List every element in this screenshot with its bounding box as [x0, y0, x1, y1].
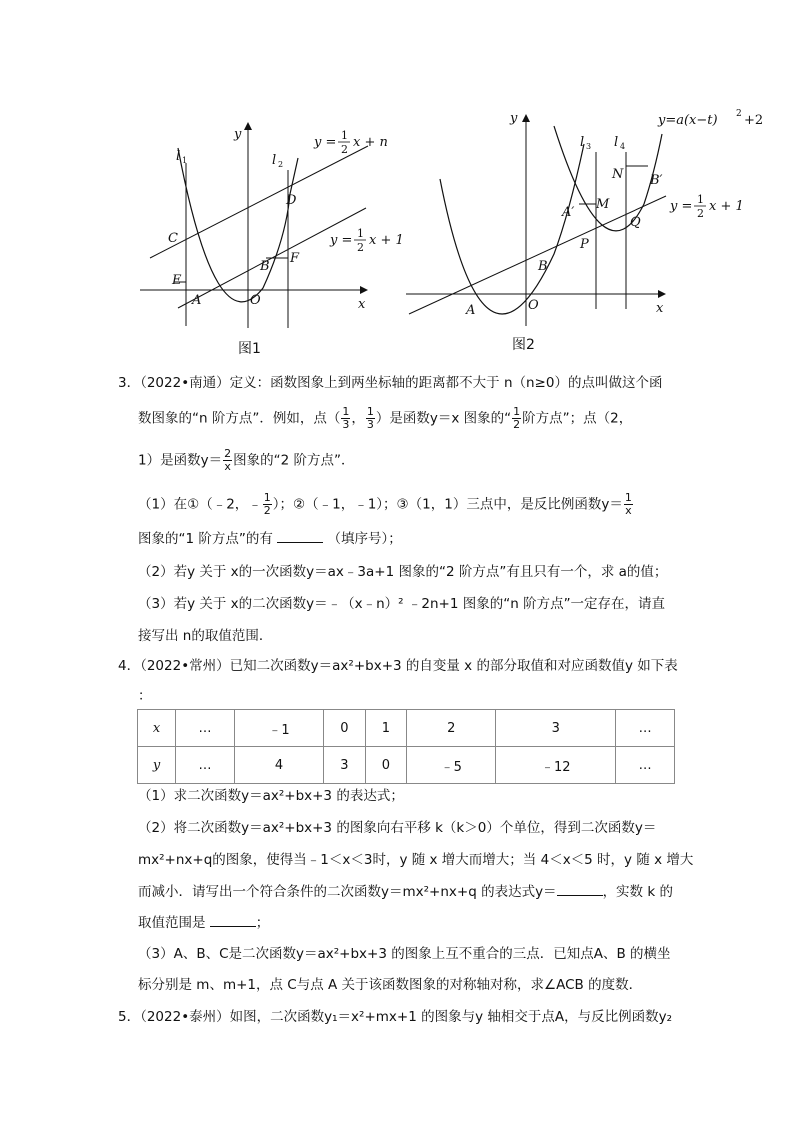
q3-part-1-line-2 [138, 529, 698, 549]
q4-cell-x-3: 0 [324, 710, 365, 747]
fig1-label-E: E [172, 273, 182, 288]
q4-part-1: （1）求二次函数y＝ax²+bx+3 的表达式； [138, 788, 404, 804]
q4-answer-blank-1[interactable] [557, 883, 603, 896]
fig2-eq-line: y = [670, 199, 693, 214]
q4-cell-y-5: ﹣5 [407, 747, 496, 784]
q4-cell-x-4: 1 [365, 710, 406, 747]
q4-cell-y-3: 3 [324, 747, 365, 784]
fig2-label-P: P [580, 237, 589, 252]
q4-line-2: ： [138, 688, 152, 704]
q4-cell-y-1: … [176, 747, 235, 784]
q3-part-1-a: （1）在①（﹣2，﹣ [138, 496, 262, 513]
fig1-eq-bottom-num: 1 [357, 227, 364, 240]
q3-line-2-a: 数图象的“n 阶方点”．例如，点（ [138, 410, 341, 427]
fig2-eq-parabola-tail: +2 [744, 113, 764, 128]
q3-frac-1b-num: 1 [366, 405, 374, 418]
fig1-eq-bottom: y = [330, 233, 353, 248]
fig2-label-l3: l [580, 135, 585, 150]
fig2-label-N: N [612, 167, 624, 182]
q3-frac-2-den: 2 [513, 418, 521, 431]
q4-part-2-line-3-a: 而减小．请写出一个符合条件的二次函数y＝mx²+nx+q 的表达式y＝ [138, 884, 557, 900]
q4-part-2-line-1: （2）将二次函数y＝ax²+bx+3 的图象向右平移 k（k＞0）个单位，得到二次函数y＝ [138, 820, 657, 836]
fig1-label-l1: l [176, 149, 181, 164]
q3-frac-4-den: 2 [263, 504, 271, 517]
q3-frac-1-den: 3 [342, 418, 350, 431]
q3-part-3-line-2: 接写出 n的取值范围． [138, 628, 273, 644]
fig1-label-C: C [168, 231, 178, 246]
fig2-eq-line-num: 1 [697, 193, 704, 206]
q3-frac-3 [223, 448, 232, 473]
q3-frac-3-den: x [224, 460, 231, 473]
fig1-label-l1-sub: 1 [182, 156, 188, 165]
q4-answer-blank-2[interactable] [210, 914, 256, 927]
q4-cell-x-2: ﹣1 [234, 710, 323, 747]
q3-line-1: 3．（2022•南通）定义：函数图象上到两坐标轴的距离都不大于 n（n≥0）的点叫做这个函 [118, 375, 663, 391]
q4-part-2-line-2: mx²+nx+q的图象，使得当﹣1＜x＜3时，y 随 x 增大而增大；当 4＜x＜5 时，y 随 x 增大 [138, 852, 694, 868]
q4-cell-y-7: … [616, 747, 675, 784]
fig2-label-x: x [656, 301, 664, 316]
figure-2 [404, 104, 784, 334]
q3-line-3-a: 1）是函数y＝ [138, 452, 223, 469]
q3-frac-5-num: 1 [624, 491, 632, 504]
q4-cell-x-7: … [616, 710, 675, 747]
fig2-label-B-prime: B′ [650, 173, 663, 188]
q4-table-row-x [138, 710, 675, 747]
q4-cell-x-6: 3 [496, 710, 616, 747]
fig2-label-A: A [466, 303, 476, 318]
q4-part-3-line-2: 标分别是 m、m+1，点 C与点 A 关于该函数图象的对称轴对称，求∠ACB 的度数． [138, 977, 643, 993]
q4-part-2-line-4-b: ； [255, 915, 270, 931]
q3-line-2-c: ）是函数y＝x 图象的“ [375, 410, 512, 427]
fig2-label-l3-sub: 3 [586, 142, 592, 151]
q3-frac-5-den: x [625, 504, 632, 517]
fig1-label-A: A [192, 293, 202, 308]
q4-part-2-line-4-a: 取值范围是 [138, 915, 206, 931]
q3-part-1-b: ）；②（﹣1，﹣1）；③（1，1）三点中，是反比例函数y＝ [272, 496, 623, 513]
q3-line-3 [138, 448, 698, 473]
fig1-label-O: O [250, 293, 261, 308]
fig1-label-F: F [290, 251, 300, 266]
fig2-eq-parabola: y=a(x−t) [658, 113, 718, 128]
fig2-x-arrow [658, 290, 666, 298]
fig1-eq-bottom-tail: x + 1 [369, 233, 404, 248]
fig1-label-l2: l [272, 153, 277, 168]
q3-frac-5 [624, 492, 633, 517]
q4-part-2-line-3-b: ，实数 k 的 [602, 884, 673, 900]
fig1-label-B: B [260, 259, 270, 274]
fig2-label-M: M [596, 197, 610, 212]
q3-frac-4 [263, 492, 272, 517]
fig2-eq-parabola-exp: 2 [736, 109, 742, 119]
fig1-eq-bottom-den: 2 [357, 241, 364, 254]
fig2-eq-line-den: 2 [697, 207, 704, 220]
figure-1-caption: 图1 [238, 341, 261, 357]
q4-part-3-line-1: （3）A、B、C是二次函数y＝ax²+bx+3 的图象上互不重合的三点．已知点A、B 的横坐 [138, 946, 671, 962]
q3-frac-1b-den: 3 [366, 418, 374, 431]
q3-line-3-b: 图象的“2 阶方点”． [233, 452, 355, 469]
q4-value-table [137, 709, 675, 784]
fig2-label-y: y [510, 111, 518, 126]
q4-cell-y-6: ﹣12 [496, 747, 616, 784]
q4-cell-y-4: 0 [365, 747, 406, 784]
fig1-parabola-upper [290, 158, 298, 194]
q4-cell-x-0: x [138, 710, 176, 747]
q3-frac-2 [512, 406, 521, 431]
q3-part-1 [138, 492, 698, 517]
fig2-parabola-1 [440, 144, 584, 314]
q4-table-row-y [138, 747, 675, 784]
figure-2-graph [404, 104, 784, 334]
q3-answer-blank-1[interactable] [277, 530, 323, 543]
q4-cell-y-2: 4 [234, 747, 323, 784]
fig1-label-l2-sub: 2 [278, 160, 284, 169]
q3-part-3-line-1: （3）若y 关于 x的二次函数y＝﹣（x﹣n）² ﹣2n+1 图象的“n 阶方点”一定存在，请直 [138, 596, 666, 612]
fig1-label-D: D [286, 193, 297, 208]
q3-line-2-d: 阶方点”；点（2， [522, 410, 633, 427]
q3-part-1-line-2-a: 图象的“1 阶方点”的有 [138, 531, 273, 547]
q3-frac-2-num: 1 [513, 405, 521, 418]
q5-line-1: 5．（2022•泰州）如图，二次函数y₁＝x²+mx+1 的图象与y 轴相交于点A，与反比例函数y₂ [118, 1009, 673, 1025]
fig1-eq-top-tail: x + n [353, 135, 388, 150]
fig2-label-Q: Q [630, 215, 641, 230]
fig1-label-y: y [234, 127, 242, 142]
q3-frac-1-num: 1 [342, 405, 350, 418]
q3-frac-1 [341, 406, 350, 431]
fig1-x-arrow [360, 286, 368, 294]
q3-line-2-b: ， [351, 410, 365, 427]
fig2-label-l4: l [614, 135, 619, 150]
q4-cell-x-5: 2 [407, 710, 496, 747]
q4-cell-y-0: y [138, 747, 176, 784]
q3-part-1-line-2-b: （填序号）； [327, 531, 402, 547]
fig1-label-x: x [358, 297, 366, 312]
fig2-y-arrow [522, 114, 530, 122]
fig2-label-l4-sub: 4 [620, 142, 626, 151]
q4-line-1: 4．（2022•常州）已知二次函数y＝ax²+bx+3 的自变量 x 的部分取值和对应函数值y 如下表 [118, 658, 678, 674]
fig1-y-arrow [244, 122, 252, 130]
q4-cell-x-1: … [176, 710, 235, 747]
q3-frac-4-num: 1 [263, 491, 271, 504]
q3-frac-1b [366, 406, 375, 431]
fig1-eq-top-den: 2 [341, 143, 348, 156]
q3-part-2: （2）若y 关于 x的一次函数y＝ax﹣3a+1 图象的“2 阶方点”有且只有一个，求 a的值； [138, 564, 668, 580]
q3-line-2 [138, 406, 698, 431]
figure-1 [138, 118, 404, 338]
figure-1-graph [138, 118, 404, 338]
fig1-eq-top: y = [314, 135, 337, 150]
fig2-label-B: B [538, 259, 548, 274]
q3-frac-3-num: 2 [224, 447, 232, 460]
q4-part-2-line-3 [138, 882, 698, 902]
fig2-eq-line-tail: x + 1 [709, 199, 744, 214]
q4-part-2-line-4 [138, 913, 698, 933]
figure-2-caption: 图2 [512, 337, 535, 353]
fig1-eq-top-num: 1 [341, 129, 348, 142]
fig2-label-A-prime: A′ [562, 205, 575, 220]
fig2-label-O: O [528, 298, 539, 313]
